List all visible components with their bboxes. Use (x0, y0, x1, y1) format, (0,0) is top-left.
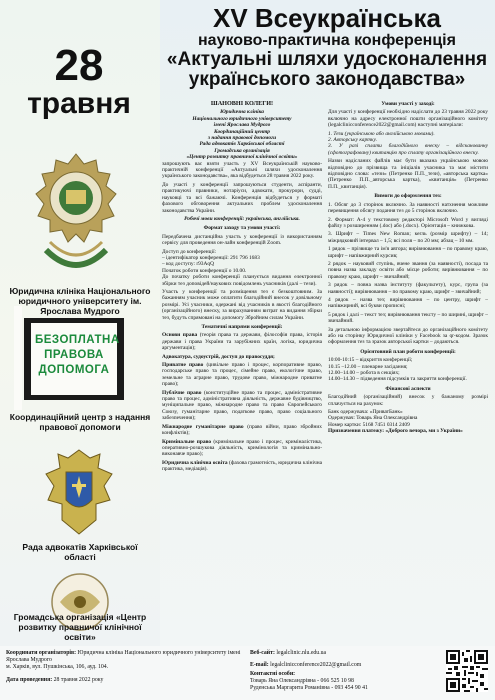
right-column (328, 98, 488, 435)
topic-name: Основи права (162, 332, 198, 339)
organizer-line: Рада адвокатів Харківської області (199, 141, 285, 148)
start-time: Початок роботи конференції о 10.00. (162, 267, 247, 274)
clinic-emblem-icon (26, 150, 126, 280)
org-center-name: Громадська організація «Центр розвитку правничої клінічної освіти» (13, 612, 147, 642)
topic-text: (цивільне право і процес, корпоративне право, господарське право та процес, сімейне право, екологічне право, земельне та аграрне право, трудове право, міжнародне приватне право); (162, 362, 322, 388)
title-line1: XV Всеукраїнська (212, 3, 441, 33)
access-code: – код доступу: r93AqQ (162, 261, 214, 268)
conditions-text: Для участі у конференції необхідно надіслати до 23 травня 2022 року включно на адресу електронної пошти організаційного комітету (legalclinicconference2022@gmail.com) наступні матеріали: (328, 109, 488, 129)
start-text: До початку роботи конференції планується видання електронної збірки тез доповідей/наукових повідомлень учасників (далі – тези). (162, 274, 322, 287)
condition-item: 1. Тези (українською або англійською мовами). (328, 130, 435, 137)
footer (0, 646, 495, 700)
finance-recipient: Одержувач: Товарь Яна Олександрівна (328, 415, 418, 422)
plan-item: 12.00–14.00 – робота в секціях; (328, 370, 400, 377)
topic-item (162, 439, 322, 458)
website-label: Веб-сайт: (250, 650, 275, 656)
topic-item (162, 332, 322, 351)
conditions-title: Умови участі у заході: (381, 101, 435, 107)
topic-item (162, 362, 322, 388)
greeting: ШАНОВНІ КОЛЕГИ! (210, 100, 274, 107)
requirement-item: 3 рядок – повна назва інституту (факультету), курс, група (за наявності); вирівнювання – по правому краю, шрифт – звичайний; (328, 282, 488, 295)
intro-text-2: До участі у конференції запрошуються студенти, аспіранти, практикуючі правники, нотаріуси, адвокати, прокурори, судді, науковці та всі бажаючі. Конференція відбудеться у форматі фахового обговорення актуальних проблем удосконалення законодавства України. (162, 181, 322, 214)
free-legal-aid-logo (24, 318, 124, 400)
org-bar-council-name: Рада адвокатів Харківської області (22, 542, 138, 562)
plan-item: 14.00–14.30 – підведення підсумків та закриття конференції. (328, 376, 467, 383)
title-line2: науково-практична конференція (198, 32, 456, 49)
contact-person: Товарь Яна Олександрівна - 066 525 10 98 (250, 678, 354, 684)
org-coord-center-name: Координаційний центр з надання правової допомоги (9, 412, 151, 432)
organizer-line: імені Ярослава Мудрого (213, 122, 271, 129)
intro-text: запрошують вас взяти участь у XV Всеукраїнській науково-практичній конференції «Актуальні шляхи удосконалення українського законодавства», яка відбудеться 28 травня 2022 року. (162, 160, 322, 180)
coat-of-arms-icon (38, 448, 120, 538)
footer-right (250, 650, 435, 692)
topic-text: (кримінальне право і процес, криміналістика, оперативно-розшукова діяльність, кримінологія та кримінально-виконавче право); (162, 438, 323, 458)
topic-text: (право війни, право збройних конфліктів); (162, 423, 322, 437)
conference-title (162, 4, 492, 90)
topic-name: Міжнародне гуманітарне право (162, 423, 244, 430)
logo2-line1: БЕЗОПЛАТНА (35, 334, 120, 346)
requirement-item: 2 рядок – науковий ступінь, вчене звання (за наявності), посада та повна назва закладу освіти або місце роботи; вирівнювання – по правому краю, шрифт – звичайний; (328, 260, 488, 280)
finance-text: Благодійний (організаційний) внесок у бажаному розмірі сплачується на рахунок: (328, 394, 488, 407)
finance-bank: Банк одержувача: «ПриватБанк» (328, 409, 403, 416)
topic-name: Юридична клінічна освіта (162, 459, 228, 466)
organizer-line: Координаційний центр (214, 128, 270, 135)
coord-label: Координати організаторів: (6, 650, 77, 656)
format-text: Передбачена дистанційна участь у конференції із використанням сервісу для проведення он-лайн конференцій Zoom. (162, 233, 322, 247)
access-id: – ідентифікатор конференції: 291 796 1683 (162, 254, 260, 261)
topic-text: (фахова грамотність, юридична клінічна практика, медіація). (162, 459, 323, 473)
topic-name: Кримінальне право (162, 438, 212, 445)
logo2-frame-gap (14, 306, 22, 410)
website-link[interactable]: legalclinic.nlu.edu.ua (274, 650, 327, 656)
qr-code-icon[interactable] (446, 650, 488, 692)
requirement-item: 1. Обсяг до 3 сторінок включно. За наявності натхнення можливе перевищення обсягу подання тез до 5 сторінок включно. (328, 201, 488, 215)
topic-text: (теорія права та держави, філософія права, історія держави і права України та зарубіжних країн, логіка, юридична аргументація); (162, 332, 322, 352)
topic-name: Публічне право (162, 389, 202, 396)
free-text: Участь у конференції та розміщення тез є безкоштовним. За бажанням учасник може оплатити благодійний внесок у довільному розмірі. Усі учасники, одержані від учасників в якості благодійного (організаційного) внеску, за вирахуванням витрат на видання збірки тез, будуть спрямовані на допомогу Збройним силам України. (162, 288, 322, 321)
title-line4: українського законодавства» (188, 69, 466, 90)
requirement-item: 1 рядок – прізвище та ім'я автора; вирівнювання – по правому краю, шрифт – напівжирний курсив; (328, 246, 488, 259)
footer-left (6, 650, 246, 684)
requirement-item: 5 рядок і далі – текст тез; вирівнювання тексту – по ширині, шрифт – звичайний. (328, 311, 488, 325)
finance-title: Фінансові аспекти (385, 385, 431, 392)
date-label: Дата проведення: (6, 677, 53, 683)
email-link[interactable]: legalclinicconference2022@gmail.com (268, 662, 362, 668)
topic-item (162, 460, 322, 473)
event-date (14, 41, 144, 120)
condition-item: 2. Авторську картку. (328, 137, 377, 144)
topic-item (162, 354, 322, 360)
condition-item: 3. У разі сплати благодійного внеску – відсканованну (сфотографовану) квитанцію про сплату організаційного внеску. (328, 143, 488, 156)
plan-item: 10:00-10:15 – відкриття конференції; (328, 357, 413, 364)
middle-column (162, 98, 322, 475)
organizer-line: «Центр розвитку правничої клінічної освіти» (186, 154, 298, 161)
title-line3: «Актуальні шляхи удосконалення (166, 49, 488, 70)
organizer-line: Громадська організація (214, 147, 270, 154)
organizer-line: Національного юридичного університету (192, 115, 292, 122)
date-value: 28 травня 2022 року (52, 677, 104, 683)
format-title: Формат заходу та умови участі: (203, 225, 281, 232)
access-title: Доступ до конференції: (162, 248, 217, 255)
plan-item: 10.15 –12.00 – пленарне засідання; (328, 363, 408, 370)
requirement-item: 4 рядок – назва тез; вирівнювання – по центру, шрифт – напівжирний, всі букви прописні; (328, 296, 488, 310)
requirements-title: Вимоги до оформлення тез: (374, 193, 442, 200)
files-text: Назви надісланих файлів має бути вказана українською мовою відповідно до прізвища та ініціалів учасника та має містити відповідно слова: «тези» (Петренко П.П._тези), «авторська картка» (Петренко П.П._авторська картка), «квитанція» (Петренко П.П._квитанція). (328, 158, 488, 190)
languages: Робочі мови конференції: українська, англійська. (184, 215, 300, 222)
plan-title: Орієнтовний план роботи конференції: (360, 348, 456, 355)
address: м. Харків, вул. Пушкінська, 106, ауд. 104. (6, 664, 109, 670)
topics-title: Тематичні напрями конференції: (201, 324, 283, 330)
logo2-line3: ДОПОМОГА (38, 364, 110, 376)
date-month: травня (27, 87, 131, 120)
coord-text: Юридична клініка Національного юридичного університету імені Ярослава Мудрого (6, 650, 241, 663)
org-clinic-name: Юридична клініка Національного юридичного університету ім. Ярослава Мудрого (9, 286, 151, 316)
requirement-item: 3. Шрифт – Times New Roman; кегль (розмір шрифту) – 14; міжрядковий інтервал – 1,5; всі поля – по 20 мм; абзац – 10 мм. (328, 231, 488, 244)
topic-name: Адвокатура, судоустрій, доступ до правосуддя; (162, 353, 275, 360)
contacts-label: Контактні особи: (250, 671, 296, 677)
topic-text: (конституційне право та процес, адміністративне право та процес, адміністративна діяльність, державне будівництво, муніципальне право, міжнародне право та право Європейського Союзу, гуманітарне право, податкове право, право соціального забезпечення); (162, 389, 322, 422)
finance-card: Номер картки: 5168 7451 0314 2409 (328, 421, 410, 428)
organizer-line: з надання правової допомоги (207, 135, 277, 142)
topic-item (162, 424, 322, 437)
topic-item (162, 390, 322, 422)
requirement-item: 2. Формат: А-4 у текстовому редакторі Microsoft Word у вигляді файлу з розширенням (.doc) або (.docx). Орієнтація – книжкова. (328, 216, 488, 229)
date-day: 28 (54, 41, 104, 90)
contact-person: Руденська Маргарита Романівна - 093 454 90 41 (250, 685, 368, 691)
note-text: За детальною інформацією звертайтеся до організаційного комітету або на сторінку Юридичної клініки у Facebook за qr-кодом. Зразок оформлення тез та зразок авторської картки – додаються. (328, 326, 488, 346)
logo2-line2: ПРАВОВА (44, 349, 104, 361)
organizer-line: Юридична клініка (220, 109, 264, 116)
topic-name: Приватне право (162, 362, 204, 369)
organizers-list (162, 109, 322, 160)
finance-purpose: Призначення платежу: «Доброго вечора, ми з України» (328, 428, 463, 435)
email-label: E-mail: (250, 662, 269, 668)
